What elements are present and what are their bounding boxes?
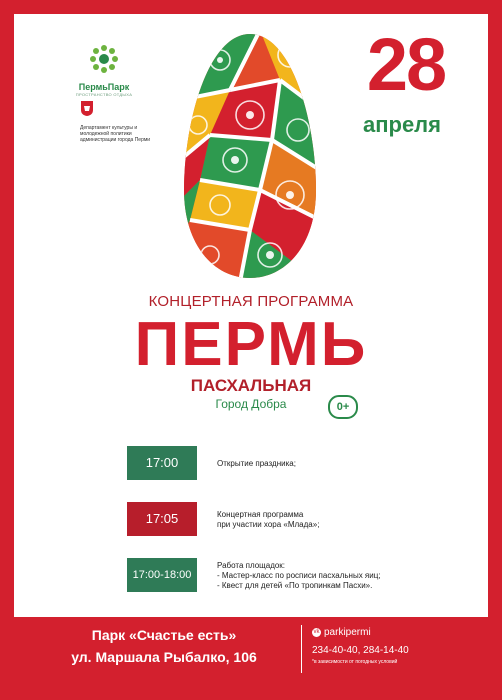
- schedule-description: [217, 561, 381, 591]
- event-day: 28: [366, 23, 446, 106]
- schedule-description: [217, 459, 296, 469]
- main-title: ПЕРМЬ: [134, 310, 368, 379]
- footer-phones: 234-40-40, 284-14-40: [312, 645, 409, 656]
- schedule-time: 17:00: [127, 446, 197, 480]
- schedule-line: - Квест для детей «По тропинкам Пасхи».: [217, 581, 373, 590]
- age-rating-badge: 0+: [328, 395, 358, 419]
- schedule-time: 17:00-18:00: [127, 558, 197, 592]
- schedule-line: Концертная программа: [217, 510, 304, 519]
- social-handle: parkipermi: [324, 627, 371, 638]
- vk-icon: vk: [313, 628, 320, 635]
- department-logo: [80, 100, 158, 143]
- event-month: апреля: [362, 112, 441, 137]
- footer-address: ул. Маршала Рыбалко, 106: [71, 649, 257, 665]
- tagline: Город Добра: [215, 397, 287, 411]
- footer-bar: [14, 617, 488, 700]
- schedule-description: [217, 510, 319, 530]
- coat-of-arms-icon: [80, 100, 94, 117]
- schedule-line: Работа площадок:: [217, 561, 286, 570]
- flower-logo-icon: [87, 42, 121, 76]
- footer-park-name: Парк «Счастье есть»: [91, 627, 237, 643]
- subtitle: ПАСХАЛЬНАЯ: [190, 376, 312, 395]
- program-label: КОНЦЕРТНАЯ ПРОГРАММА: [148, 293, 354, 310]
- footer-divider: [301, 625, 302, 673]
- schedule-line: при участии хора «Млада»;: [217, 520, 320, 529]
- footer-note: *в зависимости от погодных условий: [312, 659, 398, 665]
- decorated-egg-illustration: [180, 30, 320, 282]
- park-logo-subtitle: ПРОСТРАНСТВО ОТДЫХА: [75, 92, 133, 97]
- department-text: Департамент культуры и молодежной политики администрации города Перми: [80, 125, 151, 143]
- schedule-time: 17:05: [127, 502, 197, 536]
- schedule-line: - Мастер-класс по росписи пасхальных яиц;: [217, 571, 381, 580]
- park-logo-name: ПермьПарк: [78, 82, 130, 92]
- footer-social: [312, 627, 371, 638]
- permpark-logo: [72, 42, 136, 97]
- schedule-line: Открытие праздника;: [217, 459, 296, 468]
